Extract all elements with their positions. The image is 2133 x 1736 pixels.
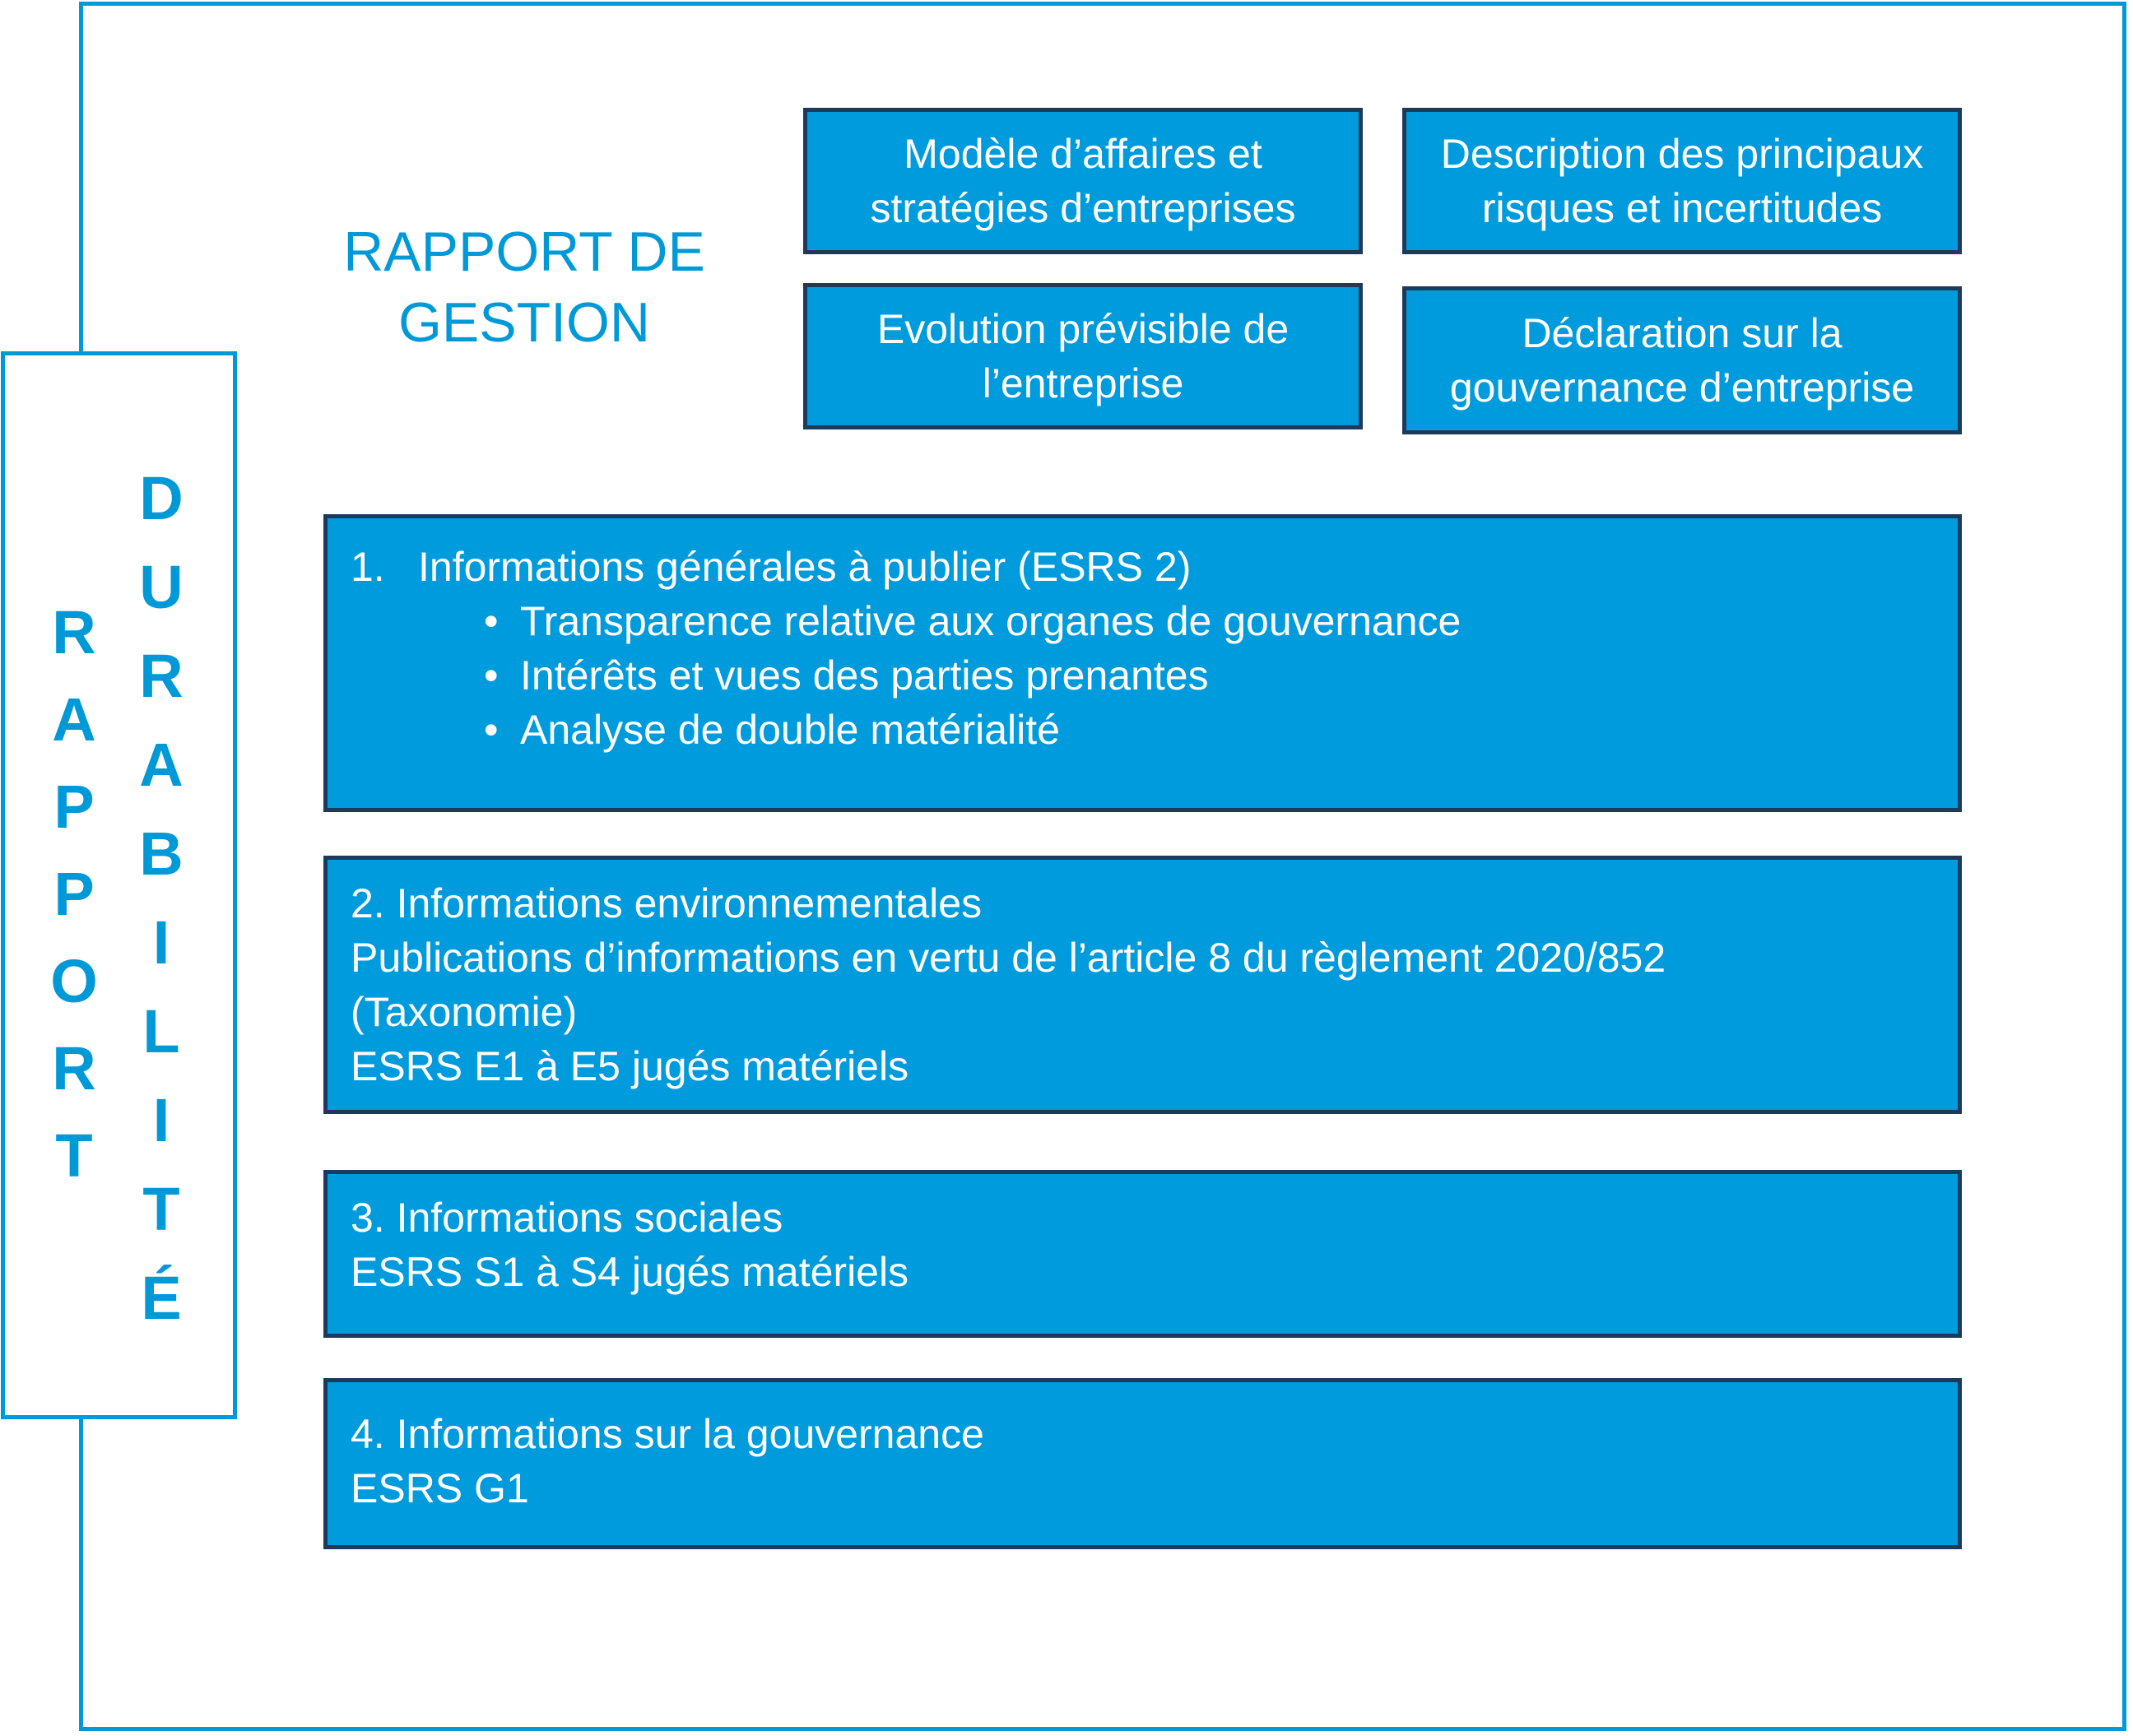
- bullet-item: • Transparence relative aux organes de gouvernance: [351, 594, 1958, 648]
- section-heading-text: Informations générales à publier (ESRS 2): [418, 544, 1192, 590]
- title-line: GESTION: [397, 291, 651, 354]
- durabilite-vertical-word: [128, 454, 194, 1343]
- durabilite-letter: I: [152, 908, 170, 977]
- durabilite-letter: A: [139, 731, 184, 799]
- section-line: (Taxonomie): [351, 989, 578, 1035]
- bullet-list: [351, 594, 1958, 757]
- section-informations-environnementales: [323, 856, 1962, 1114]
- section-line: 2. Informations environnementales: [351, 880, 983, 926]
- durabilite-letter: U: [139, 553, 184, 621]
- box-line: gouvernance d’entreprise: [1449, 364, 1915, 411]
- durabilite-letter: I: [152, 1086, 170, 1154]
- box-line: Description des principaux: [1440, 131, 1924, 177]
- gestion-box-modele-affaires: [803, 108, 1363, 254]
- section-line: ESRS E1 à E5 jugés matériels: [351, 1043, 909, 1089]
- durabilite-letter: D: [139, 464, 184, 532]
- gestion-box-gouvernance: [1402, 286, 1962, 434]
- durabilite-letter: É: [141, 1264, 182, 1332]
- section-line: ESRS G1: [351, 1465, 529, 1511]
- rapport-letter: A: [52, 685, 96, 754]
- section-line: ESRS S1 à S4 jugés matériels: [351, 1249, 909, 1295]
- rapport-letter: R: [52, 1034, 96, 1102]
- section-line: 4. Informations sur la gouvernance: [351, 1411, 984, 1457]
- box-line: Modèle d’affaires et: [904, 131, 1262, 177]
- rapport-letter: T: [55, 1121, 93, 1190]
- rapport-letter: P: [53, 860, 95, 928]
- durabilite-letter: L: [142, 997, 180, 1065]
- rapport-vertical-word: [41, 589, 107, 1200]
- rapport-letter: O: [50, 947, 98, 1015]
- durabilite-letter: T: [142, 1175, 180, 1243]
- box-line: Déclaration sur la: [1522, 310, 1843, 356]
- box-line: risques et incertitudes: [1481, 185, 1883, 231]
- section-informations-generales: [323, 514, 1962, 812]
- rapport-durabilite-label-box: [1, 351, 237, 1419]
- box-line: stratégies d’entreprises: [870, 185, 1296, 231]
- bullet-item: • Intérêts et vues des parties prenantes: [351, 648, 1958, 703]
- durabilite-letter: R: [139, 642, 184, 710]
- section-informations-gouvernance: [323, 1378, 1962, 1549]
- rapport-de-gestion-title: [306, 216, 742, 358]
- section-line: 3. Informations sociales: [351, 1195, 783, 1241]
- rapport-letter: P: [53, 773, 95, 841]
- section-line: Publications d’informations en vertu de l’article 8 du règlement 2020/852: [351, 935, 1666, 981]
- bullet-item: • Analyse de double matérialité: [351, 703, 1958, 757]
- rapport-letter: R: [52, 598, 96, 666]
- box-line: Evolution prévisible de: [876, 306, 1290, 352]
- gestion-box-evolution: [803, 283, 1363, 429]
- section-informations-sociales: [323, 1170, 1962, 1338]
- box-line: l’entreprise: [982, 360, 1184, 406]
- title-line: RAPPORT DE: [343, 220, 705, 283]
- durabilite-letter: B: [139, 819, 184, 888]
- gestion-box-risques: [1402, 108, 1962, 254]
- section-number: 1.: [351, 544, 385, 590]
- section-heading: [351, 540, 1958, 594]
